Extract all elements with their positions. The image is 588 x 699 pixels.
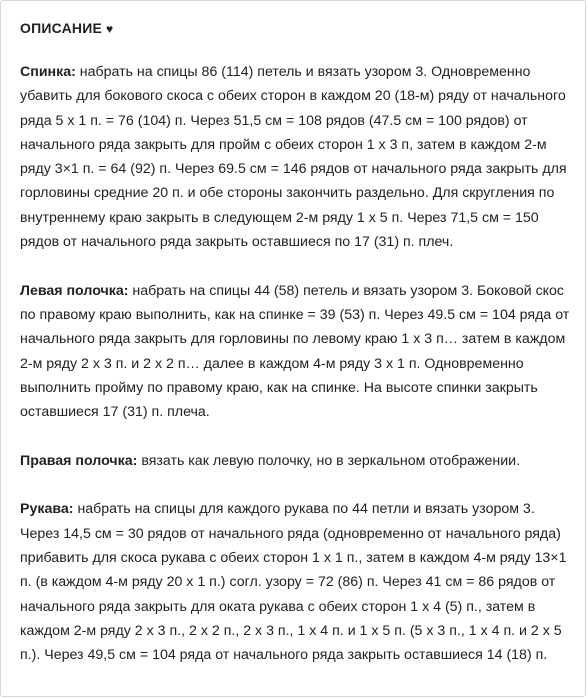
section-label: Спинка: — [20, 64, 76, 80]
section-label: Правая полочка: — [20, 452, 138, 469]
section-left-front — [20, 279, 576, 425]
description-title-text: ОПИСАНИЕ — [20, 20, 102, 36]
section-text: набрать на спицы для каждого рукава по 44 петли и вязать узором 3. Через 14,5 см = 30 рядов от начального ряда (одновременно от начального ряда) прибавить для скоса рукава с обеих сторон 1 х 1 п., затем в каждом 4-м ряду 13×1 п. (в каждом 4-м ряду 20 х 1 п.) согл. узору = 72 (86) п. Через 41 см = 86 рядов от начального ряда закрыть для оката рукава с обеих сторон 1 х 4 (5) п., затем в каждом 2-м ряду 2 х 3 п., 2 х 2 п., 2 х 3 п., 1 х 4 п. и 1 х 5 п. (5 х 3 п., 1 х 4 п. и 2 х 5 п.). Через 49,5 см = 104 ряда от начального ряда закрыть оставшиеся 14 (18) п. — [20, 501, 567, 664]
section-text: набрать на спицы 44 (58) петель и вязать узором 3. Боковой скос по правому краю выполнить, как на спинке = 39 (53) п. Через 49.5 см = 104 ряда от начального ряда закрыть для горловины по левому краю 1 х 3 п… затем в каждом 2-м ряду 2 х 3 п. и 2 х 2 п… далее в каждом 4-м ряду 3 х 1 п. Одновременно выполнить пройму по правому краю, как на спинке. На высоте спинки закрыть оставшиеся 17 (31) п. плеча. — [20, 282, 570, 421]
section-text: вязать как левую полочку, но в зеркальном отображении. — [137, 452, 521, 469]
description-title — [20, 20, 113, 36]
section-right-front — [20, 449, 576, 473]
section-label: Рукава: — [20, 501, 74, 518]
section-sleeves — [20, 497, 576, 667]
section-text: набрать на спицы 86 (114) петель и вязать узором 3. Одновременно убавить для бокового скоса с обеих сторон в каждом 20 (18-м) ряду от начального ряда 5 х 1 п. = 76 (104) п. Через 51,5 см = 108 рядов (47.5 см = 100 рядов) от начального ряда закрыть для пройм с обеих сторон 1 х 3 п, затем в каждом 2-м ряду 3×1 п. = 64 (92) п. Через 69.5 см = 146 рядов от начального ряда закрыть для горловины средние 20 п. и обе стороны закончить раздельно. Для скругления по внутреннему краю закрыть в следующем 2-м ряду 1 х 5 п. Через 71,5 см = 150 рядов от начального ряда закрыть оставшиеся по 17 (31) п. плеч. — [20, 64, 567, 251]
section-back — [20, 60, 576, 254]
heart-icon: ♥ — [106, 22, 114, 36]
section-label: Левая полочка: — [20, 282, 129, 299]
description-content — [20, 60, 576, 667]
